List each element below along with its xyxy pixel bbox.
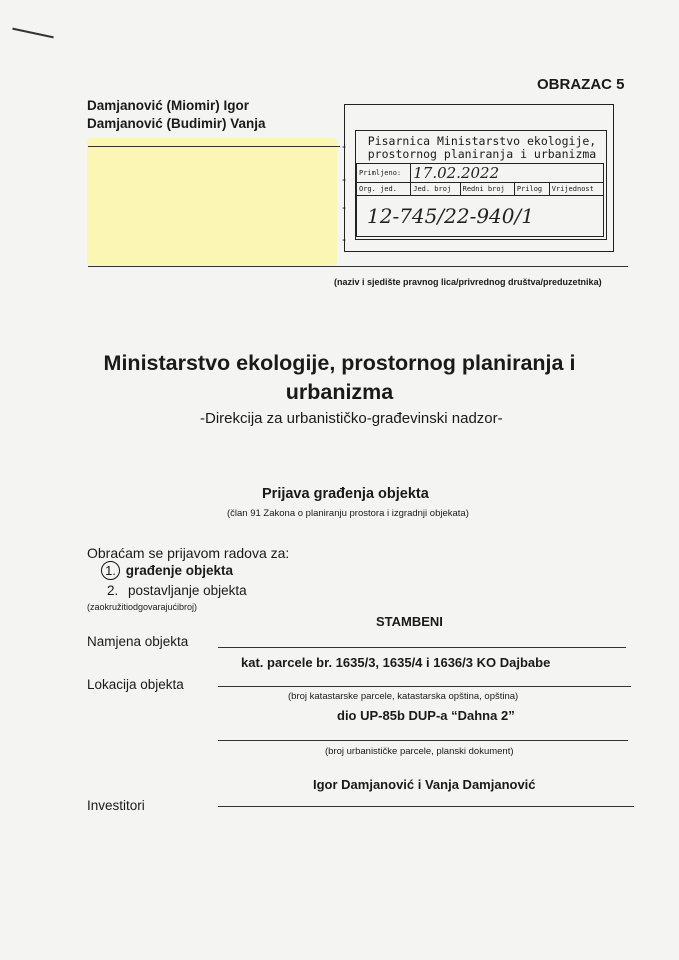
location-line: [218, 686, 631, 687]
purpose-label: Namjena objekta: [87, 634, 189, 649]
dash-mark: -: [342, 172, 346, 186]
col-val: Vrijednost: [549, 183, 603, 196]
stamp-table: [356, 163, 604, 237]
received-date: 17.02.2022: [411, 164, 604, 183]
col-ref: Redni broj: [460, 183, 514, 196]
ministry-title-line2: urbanizma: [285, 380, 394, 404]
col-att: Prilog: [514, 183, 549, 196]
option-2-number: 2.: [107, 583, 119, 598]
urban-line: [218, 740, 628, 741]
circle-hint: (zaokružitiodgovarajućibroj): [87, 602, 198, 612]
option-1-label: građenje objekta: [125, 563, 234, 578]
applicant-2: Damjanović (Budimir) Vanja: [87, 116, 266, 131]
purpose-value: STAMBENI: [376, 614, 443, 629]
dash-mark: -: [342, 200, 346, 214]
location-label: Lokacija objekta: [87, 677, 184, 692]
investors-line: [218, 806, 634, 807]
urban-caption: (broj urbanističke parcele, planski dokument): [325, 746, 514, 757]
stamp-title: Pisarnica Ministarstvo ekologije, prostornog planiranja i urbanizma: [367, 134, 597, 161]
entity-line: [88, 266, 628, 267]
location-value: kat. parcele br. 1635/3, 1635/4 i 1636/3 KO Dajbabe: [241, 655, 551, 670]
received-label: Primljeno:: [357, 164, 411, 183]
form-title: Prijava građenja objekta: [262, 486, 429, 502]
pen-mark: [12, 28, 53, 39]
form-code: OBRAZAC 5: [537, 76, 625, 93]
col-org: Org. jed.: [357, 183, 411, 196]
investors-value: Igor Damjanović i Vanja Damjanović: [313, 777, 536, 792]
redacted-address: [87, 138, 337, 265]
entity-line: [88, 146, 340, 147]
option-2-label: postavljanje objekta: [128, 583, 247, 598]
ministry-title-line1: Ministarstvo ekologije, prostornog planiranja i: [103, 351, 576, 375]
dash-mark: -: [342, 232, 346, 246]
dash-mark: -: [342, 139, 346, 153]
urban-value: dio UP-85b DUP-a “Dahna 2”: [337, 708, 515, 723]
stamp-inner-box: [355, 130, 607, 240]
directorate: -Direkcija za urbanističko-građevinski nadzor-: [200, 410, 503, 427]
purpose-line: [218, 647, 626, 648]
registry-stamp: [344, 104, 614, 252]
investors-label: Investitori: [87, 798, 145, 813]
option-1: [101, 561, 233, 580]
location-caption: (broj katastarske parcele, katastarska opština, opština): [288, 691, 519, 702]
entity-caption: (naziv i sjedište pravnog lica/privrednog društva/preduzetnika): [334, 277, 602, 287]
option-2: [107, 583, 247, 598]
option-1-number: 1.: [101, 561, 120, 580]
registry-number: 12-745/22-940/1: [357, 196, 604, 237]
applicant-1: Damjanović (Miomir) Igor: [87, 98, 250, 113]
col-num: Jed. broj: [411, 183, 460, 196]
form-law: (član 91 Zakona o planiranju prostora i izgradnji objekata): [227, 508, 469, 519]
intro-text: Obraćam se prijavom radova za:: [87, 545, 290, 561]
